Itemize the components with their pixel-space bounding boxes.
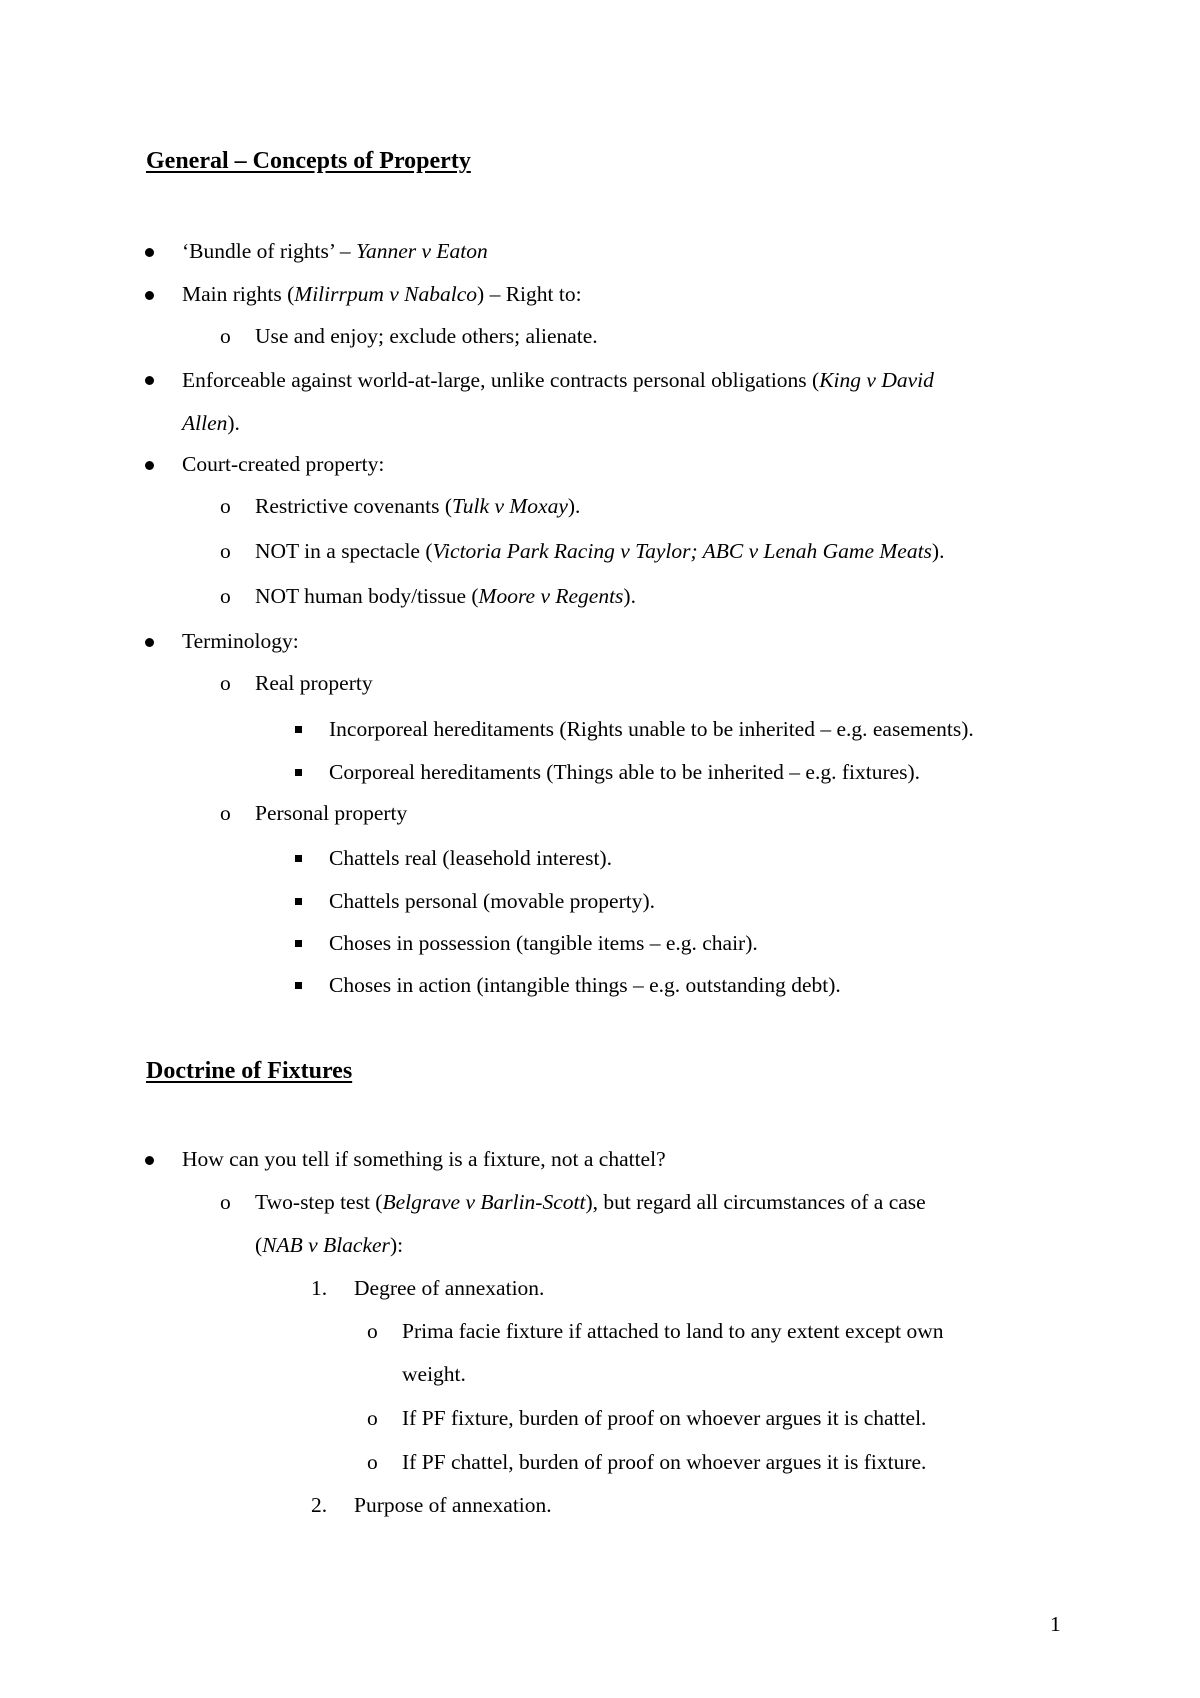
list-item-continuation	[255, 1231, 403, 1259]
list-item-continuation: weight.	[402, 1362, 466, 1386]
item-text: Restrictive covenants (	[255, 494, 453, 518]
list-item	[255, 582, 636, 610]
square-bullet	[295, 898, 302, 905]
item-text: NOT human body/tissue (	[255, 584, 479, 608]
list-item: Personal property	[255, 801, 408, 825]
bullet-dot	[145, 461, 154, 470]
list-item: Court-created property:	[182, 452, 385, 476]
list-item: How can you tell if something is a fixture, not a chattel?	[182, 1147, 666, 1171]
list-item	[255, 492, 580, 520]
square-bullet	[295, 940, 302, 947]
item-text: ‘Bundle of rights’ –	[182, 239, 356, 263]
list-item: Purpose of annexation.	[354, 1493, 552, 1517]
sub-bullet-marker: o	[220, 671, 231, 695]
item-text: ), but regard all circumstances of a case	[585, 1190, 926, 1214]
item-text: Two-step test (	[255, 1190, 383, 1214]
case-name: Allen	[182, 411, 228, 435]
sub-bullet-marker: o	[367, 1406, 378, 1430]
item-text: ).	[567, 494, 581, 518]
page-number: 1	[1050, 1612, 1061, 1636]
sub-bullet-marker: o	[220, 1190, 231, 1214]
bullet-dot	[145, 248, 154, 257]
section-heading-fixtures: Doctrine of Fixtures	[146, 1058, 353, 1084]
sub-bullet-marker: o	[367, 1450, 378, 1474]
bullet-dot	[145, 638, 154, 647]
sub-bullet-marker: o	[367, 1319, 378, 1343]
bullet-dot	[145, 376, 154, 385]
sub-bullet-marker: o	[220, 494, 231, 518]
item-text: ):	[389, 1233, 404, 1257]
case-name: NAB v Blacker	[262, 1233, 390, 1257]
section-heading-general: General – Concepts of Property	[146, 148, 471, 174]
square-bullet	[295, 855, 302, 862]
list-item: If PF fixture, burden of proof on whoever argues it is chattel.	[402, 1406, 927, 1430]
list-item	[255, 1188, 926, 1216]
list-number: 2.	[311, 1493, 328, 1517]
case-name: Belgrave v Barlin-Scott	[382, 1190, 586, 1214]
list-item: Use and enjoy; exclude others; alienate.	[255, 324, 598, 348]
case-name: Moore v Regents	[478, 584, 624, 608]
list-item: Chattels real (leasehold interest).	[329, 846, 612, 870]
square-bullet	[295, 726, 302, 733]
item-text: ).	[623, 584, 636, 608]
item-text: NOT in a spectacle (	[255, 539, 433, 563]
list-item: Real property	[255, 671, 373, 695]
list-item: Choses in action (intangible things – e.g. outstanding debt).	[329, 973, 841, 997]
list-item	[182, 280, 582, 308]
item-text: (	[255, 1233, 263, 1257]
case-name: Victoria Park Racing v Taylor; ABC v Lenah Game Meats	[432, 539, 932, 563]
case-name: Tulk v Moxay	[452, 494, 568, 518]
list-item	[255, 537, 944, 565]
list-item-continuation	[182, 409, 240, 437]
case-name: King v David	[819, 368, 934, 392]
list-item	[182, 366, 934, 394]
square-bullet	[295, 769, 302, 776]
square-bullet	[295, 982, 302, 989]
item-text: ).	[931, 539, 945, 563]
list-item: Terminology:	[182, 629, 299, 653]
list-item: Chattels personal (movable property).	[329, 889, 655, 913]
item-text: ) – Right to:	[477, 282, 582, 306]
list-item: Prima facie fixture if attached to land to any extent except own	[402, 1319, 944, 1343]
item-text: ).	[227, 411, 240, 435]
sub-bullet-marker: o	[220, 539, 231, 563]
case-name: Milirrpum v Nabalco	[294, 282, 478, 306]
sub-bullet-marker: o	[220, 801, 231, 825]
list-item	[182, 237, 488, 265]
case-name: Yanner v Eaton	[355, 239, 488, 263]
list-item: If PF chattel, burden of proof on whoever argues it is fixture.	[402, 1450, 927, 1474]
item-text: Enforceable against world-at-large, unlike contracts personal obligations (	[182, 368, 820, 392]
item-text: Main rights (	[182, 282, 295, 306]
bullet-dot	[145, 291, 154, 300]
list-number: 1.	[311, 1276, 328, 1300]
bullet-dot	[145, 1156, 154, 1165]
list-item: Corporeal hereditaments (Things able to be inherited – e.g. fixtures).	[329, 760, 921, 784]
sub-bullet-marker: o	[220, 584, 231, 608]
list-item: Incorporeal hereditaments (Rights unable to be inherited – e.g. easements).	[329, 717, 974, 741]
list-item: Choses in possession (tangible items – e.g. chair).	[329, 931, 758, 955]
list-item: Degree of annexation.	[354, 1276, 545, 1300]
sub-bullet-marker: o	[220, 324, 231, 348]
